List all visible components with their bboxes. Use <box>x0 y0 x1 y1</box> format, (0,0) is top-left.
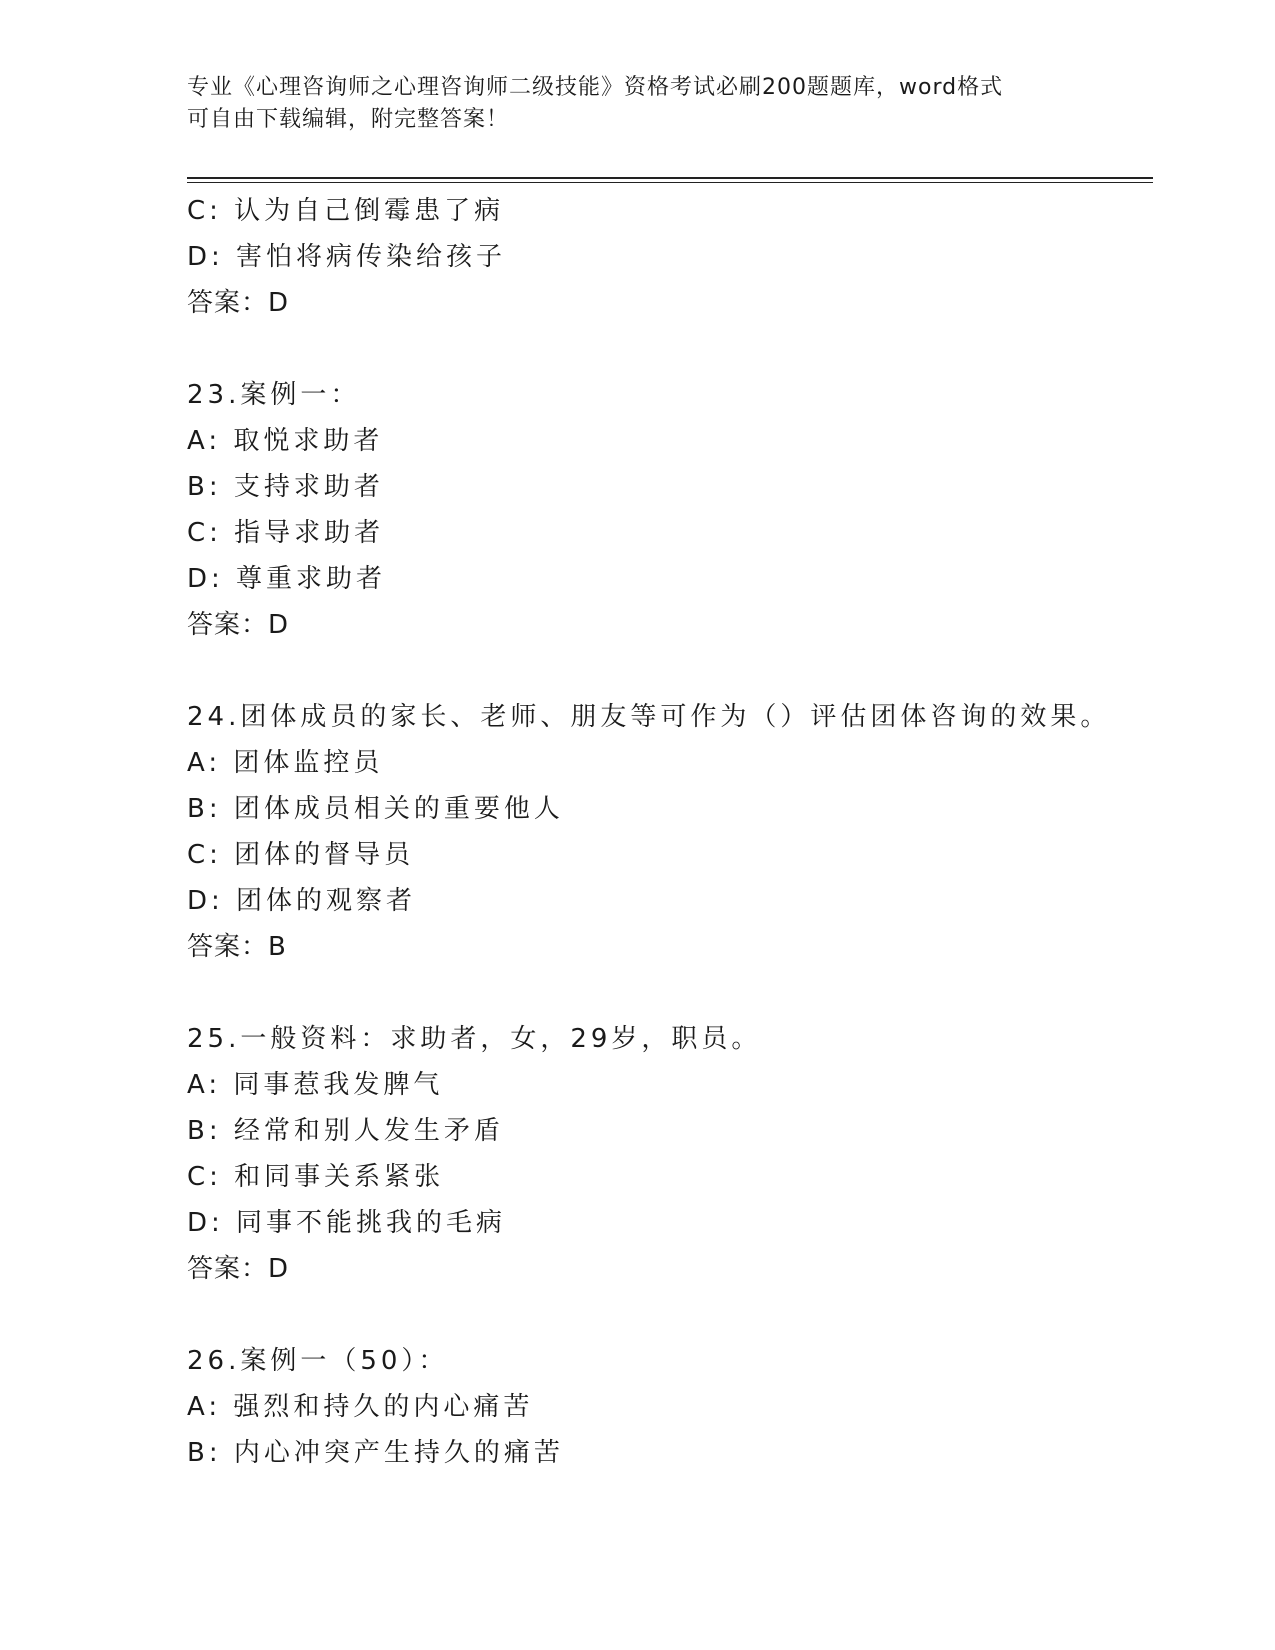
answer-line: 答案：D <box>187 1254 290 1284</box>
option-d: D: 尊重求助者 <box>187 564 387 594</box>
option-d: D: 害怕将病传染给孩子 <box>187 242 507 272</box>
answer-line: 答案：D <box>187 610 290 640</box>
question-block <box>187 188 1153 326</box>
question-stem: 26.案例一（50）： <box>187 1346 449 1376</box>
option-c: C: 团体的督导员 <box>187 840 415 870</box>
option-a: A: 团体监控员 <box>187 748 384 778</box>
option-b: B: 支持求助者 <box>187 472 384 502</box>
document-header <box>187 72 1087 136</box>
question-block <box>187 1338 1153 1476</box>
option-b: B: 经常和别人发生矛盾 <box>187 1116 504 1146</box>
spacer <box>187 326 1153 372</box>
option-b: B: 团体成员相关的重要他人 <box>187 794 564 824</box>
option-a: A: 强烈和持久的内心痛苦 <box>187 1392 534 1422</box>
option-c: C: 和同事关系紧张 <box>187 1162 445 1192</box>
question-block <box>187 1016 1153 1292</box>
option-a: A: 取悦求助者 <box>187 426 384 456</box>
question-stem: 23.案例一： <box>187 380 361 410</box>
question-list <box>187 188 1153 1476</box>
header-line-1: 专业《心理咨询师之心理咨询师二级技能》资格考试必刷200题题库，word格式 <box>187 75 1004 100</box>
question-block <box>187 372 1153 648</box>
option-d: D: 同事不能挑我的毛病 <box>187 1208 507 1238</box>
question-block <box>187 694 1153 970</box>
header-line-2: 可自由下载编辑，附完整答案！ <box>187 107 510 132</box>
header-divider-thick <box>187 177 1153 179</box>
answer-line: 答案：D <box>187 288 290 318</box>
option-d: D: 团体的观察者 <box>187 886 417 916</box>
question-stem: 25.一般资料：求助者，女，29岁，职员。 <box>187 1024 762 1054</box>
spacer <box>187 1292 1153 1338</box>
question-stem: 24.团体成员的家长、老师、朋友等可作为（）评估团体咨询的效果。 <box>187 702 1111 732</box>
spacer <box>187 648 1153 694</box>
spacer <box>187 970 1153 1016</box>
header-divider-thin <box>187 182 1153 183</box>
answer-line: 答案：B <box>187 932 287 962</box>
option-a: A: 同事惹我发脾气 <box>187 1070 444 1100</box>
option-c: C: 认为自己倒霉患了病 <box>187 196 505 226</box>
option-c: C: 指导求助者 <box>187 518 385 548</box>
option-b: B: 内心冲突产生持久的痛苦 <box>187 1438 564 1468</box>
